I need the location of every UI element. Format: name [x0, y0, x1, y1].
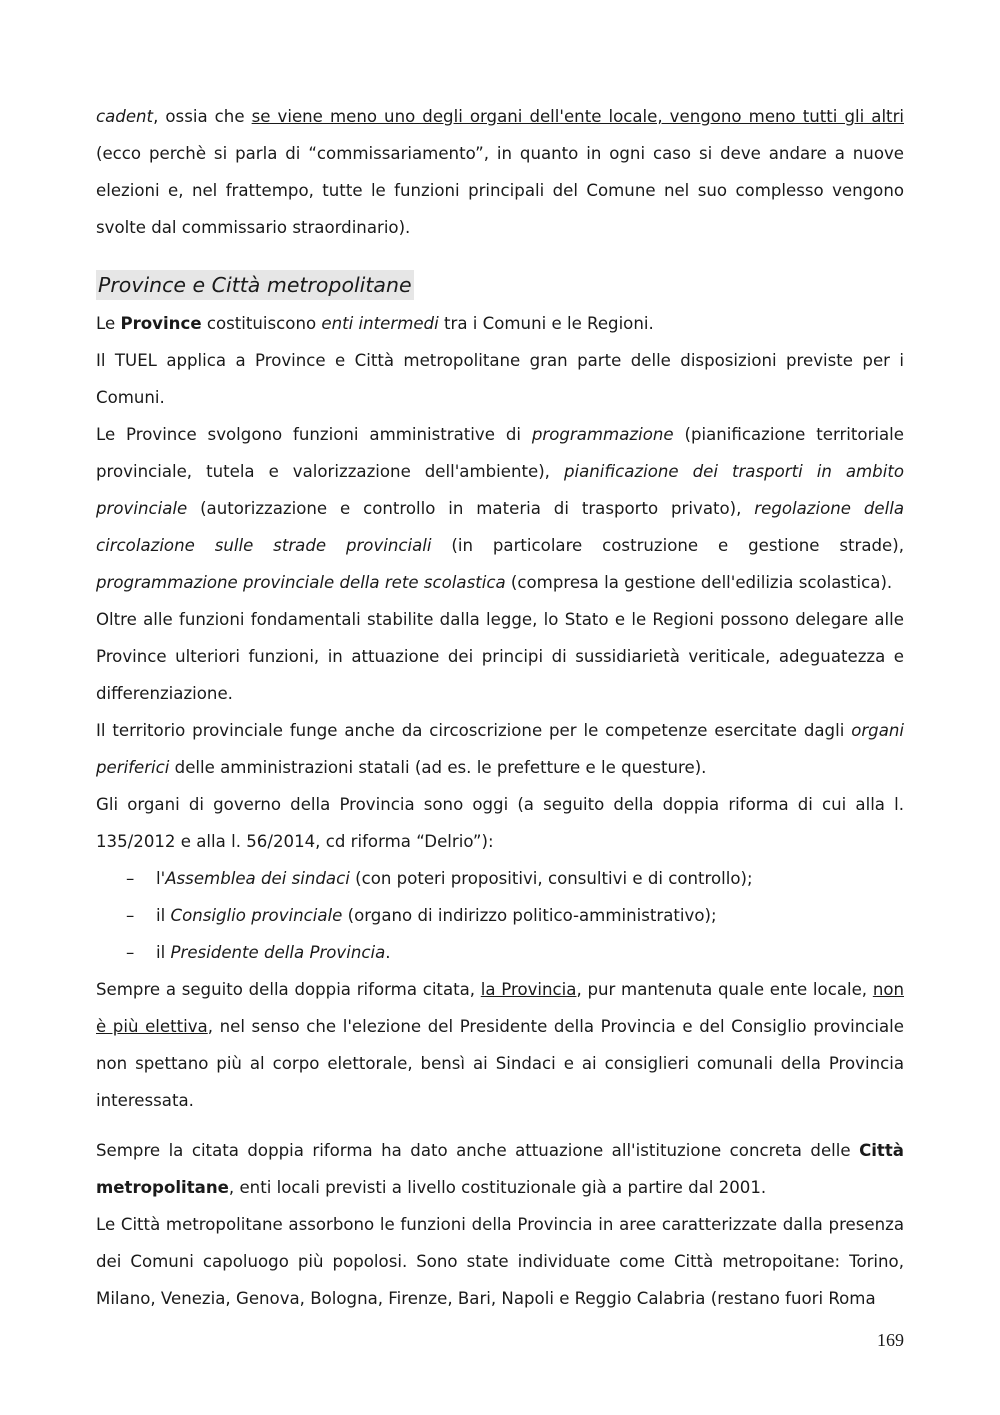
dash-bullet-icon: – [126, 906, 135, 925]
italic-term: regolazione della circolazione sulle strade provinciali [96, 499, 904, 555]
dash-bullet-icon: – [126, 943, 135, 962]
paragraph-commissariamento: cadent, ossia che se viene meno uno degli organi dell'ente locale, vengono meno tutti gli altri (ecco perchè si parla di “commissariamento”, in quanto in ogni caso si deve andare a nuove elezioni e, nel frattempo, tutte le funzioni principali del Comune nel suo complesso vengono svolte dal commissario straordinario). [96, 107, 904, 237]
paragraph-funzioni: Le Province svolgono funzioni amministrative di programmazione (pianificazione territoriale provinciale, tutela e valorizzazione dell'ambiente), pianificazione dei trasporti in ambito provinciale (autorizzazione e controllo in materia di trasporto privato), regolazione della circolazione sulle strade provinciali (in particolare costruzione e gestione strade), programmazione provinciale della rete scolastica (compresa la gestione dell'edilizia scolastica). [96, 425, 904, 592]
paragraph-province-intro: Le Province costituiscono enti intermedi tra i Comuni e le Regioni. [96, 314, 654, 333]
bold-term: Province [120, 314, 202, 333]
underlined-phrase: non è più elettiva [96, 980, 904, 1036]
underlined-phrase: la Provincia [480, 980, 577, 999]
page-number: 169 [877, 1330, 904, 1350]
italic-term: cadent [96, 107, 154, 126]
list-item: – l'Assemblea dei sindaci (con poteri propositivi, consultivi e di controllo); [126, 860, 904, 897]
paragraph-funzioni-citta: Le Città metropolitane assorbono le funzioni della Provincia in aree caratterizzate dalla presenza dei Comuni capoluogo più popolosi. Sono state individuate come Città metropoitane: Torino, Milano, Venezia, Genova, Bologna, Firenze, Bari, Napoli e Reggio Calabria (restano fuori Roma [96, 1215, 904, 1308]
paragraph-riforma: Sempre a seguito della doppia riforma citata, la Provincia, pur mantenuta quale ente locale, non è più elettiva, nel senso che l'elezione del Presidente della Provincia e del Consiglio provinciale non spettano più al corpo elettorale, bensì ai Sindaci e ai consiglieri comunali della Provincia interessata. [96, 980, 904, 1110]
list-item: – il Consiglio provinciale (organo di indirizzo politico-amministrativo); [126, 897, 904, 934]
paragraph-citta-metropolitane: Sempre la citata doppia riforma ha dato anche attuazione all'istituzione concreta delle Città metropolitane, enti locali previsti a livello costituzionale già a partire dal 2001. [96, 1141, 904, 1197]
document-page [96, 98, 904, 1317]
paragraph-tuel: Il TUEL applica a Province e Città metropolitane gran parte delle disposizioni previste per i Comuni. [96, 351, 904, 407]
italic-term: enti intermedi [321, 314, 439, 333]
paragraph-delega: Oltre alle funzioni fondamentali stabilite dalla legge, lo Stato e le Regioni possono delegare alle Province ulteriori funzioni, in attuazione dei principi di sussidiarietà veriticale, adeguatezza e differenziazione. [96, 610, 904, 703]
section-heading: Province e Città metropolitane [96, 270, 414, 300]
italic-term: pianificazione dei trasporti in ambito provinciale [96, 462, 904, 518]
dash-bullet-icon: – [126, 869, 135, 888]
paragraph-circoscrizione: Il territorio provinciale funge anche da circoscrizione per le competenze esercitate dagli organi periferici delle amministrazioni statali (ad es. le prefetture e le questure). [96, 721, 904, 777]
underlined-phrase: se viene meno uno degli organi dell'ente locale, vengono meno tutti gli altri [251, 107, 904, 126]
italic-term: organi periferici [96, 721, 904, 777]
list-item: – il Presidente della Provincia. [126, 934, 904, 971]
italic-term: programmazione provinciale della rete scolastica [96, 573, 506, 592]
italic-term: programmazione [531, 425, 674, 444]
organi-list [96, 860, 904, 971]
paragraph-organi: Gli organi di governo della Provincia sono oggi (a seguito della doppia riforma di cui alla l. 135/2012 e alla l. 56/2014, cd riforma “Delrio”): [96, 795, 904, 851]
bold-term: Città metropolitane [96, 1141, 904, 1197]
